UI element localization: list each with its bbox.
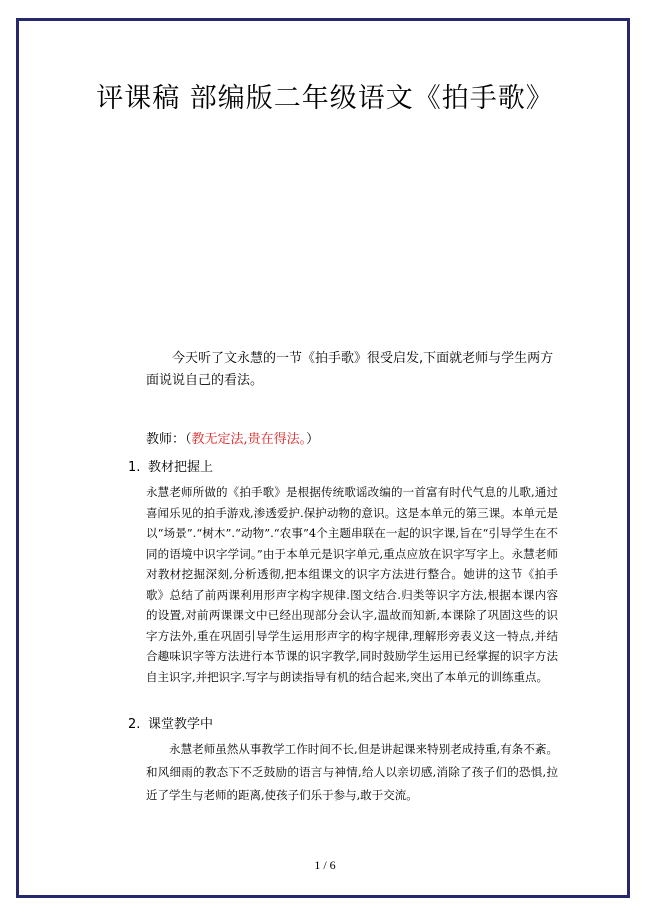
- teacher-quote: 教无定法,贵在得法。: [191, 432, 307, 447]
- section-title: 课堂教学中: [148, 717, 214, 732]
- section-body-1: 永慧老师所做的《拍手歌》是根据传统歌谣改编的一首富有时代气息的儿歌,通过喜闻乐见的拍手游戏,渗透爱护.保护动物的意识。这是本单元的第三课。本单元是以“场景”.“树木”.“动物”.“农事”4个主题串联在一起的识字课,旨在“引导学生在不同的语境中识字学词。”由于本单元是识字单元,重点应放在识字写字上。永慧老师对教材挖掘深刻,分析透彻,把本组课文的识字方法进行整合。她讲的这节《拍手歌》总结了前两课利用形声字构字规律.图文结合.归类等识字方法,根据本课内容的设置,对前两课课文中已经出现部分会认字,温故而知新,本课除了巩固这些的识字方法外,重在巩固引导学生运用形声字的构字规律,理解形旁表义这一特点,并结合趣味识字等方法进行本节课的识字教学,同时鼓励学生运用已经掌握的识字方法自主识字,并把识字.写字与朗读指导有机的结合起来,突出了本单元的训练重点。: [146, 485, 558, 684]
- page-number: 1 / 6: [314, 858, 336, 872]
- teacher-line: [146, 428, 319, 447]
- intro-paragraph: 今天听了文永慧的一节《拍手歌》很受启发,下面就老师与学生两方面说说自己的看法。: [146, 351, 554, 388]
- section-heading-2: [128, 713, 213, 732]
- page-title: 评课稿 部编版二年级语文《拍手歌》: [96, 83, 554, 114]
- section-title: 教材把握上: [148, 460, 214, 475]
- section-body-2: 永慧老师虽然从事教学工作时间不长,但是讲起课来特别老成持重,有条不紊。和风细雨的教态下不乏鼓励的语言与神情,给人以亲切感,消除了孩子们的恐惧,拉近了学生与老师的距离,使孩子们乐于参与,敢于交流。: [146, 742, 558, 802]
- teacher-label: 教师：（: [146, 432, 192, 447]
- teacher-close: ）: [306, 432, 320, 447]
- section-number: 1.: [128, 460, 141, 475]
- section-number: 2.: [128, 717, 141, 732]
- section-heading-1: [128, 456, 213, 475]
